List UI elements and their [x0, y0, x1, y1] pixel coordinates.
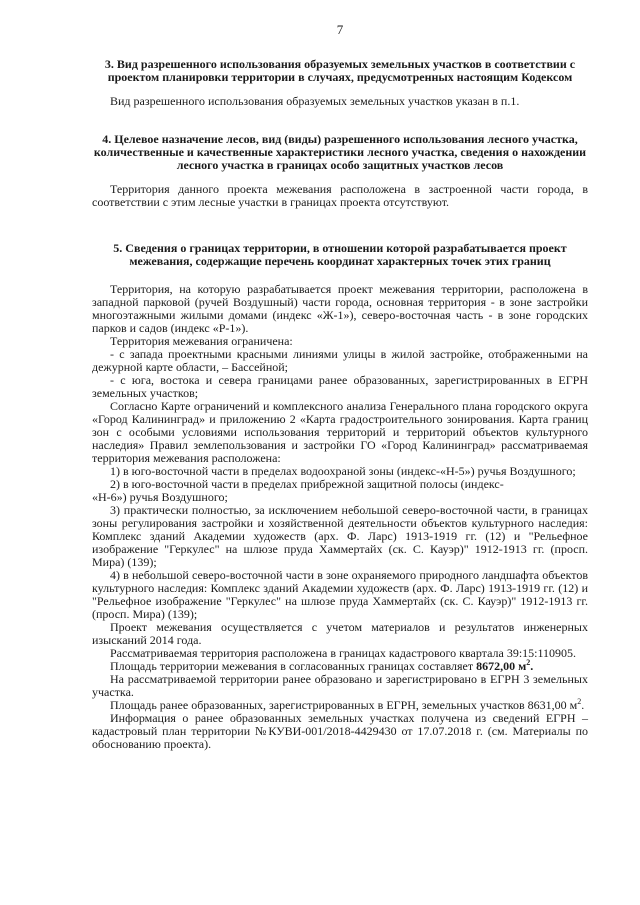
survey-area-value: 8672,00 $м^2$. [476, 658, 534, 673]
section-3 [92, 58, 588, 108]
list-item-coastal-strip-continued: «Н-6») ручья Воздушного; [92, 490, 228, 504]
survey-area-text: Площадь территории межевания в согласованных границах составляет [110, 659, 477, 673]
paragraph-territory-location: Территория, на которую разрабатывается проект межевания территории, расположена в западной парковой (ручей Воздушный) части города, основная территория - в зоне застройки многоэтажными жилыми домами (индекс «Ж-1»), северо-восточная часть - в зоне городских парков и садов (индекс «Р-1»). [92, 282, 588, 335]
section-4-heading: 4. Целевое назначение лесов, вид (виды) разрешенного использования лесного участка, количественные и качественные характеристики лесного участка, сведения о нахождении лесного участка в границах особо защитных участков лесов [93, 132, 587, 172]
paragraph-south-east-north-boundary: - с юга, востока и севера границами ранее образованных, зарегистрированных в ЕГРН земельных участков; [92, 373, 588, 400]
paragraph-territory-bounded: Территория межевания ограничена: [110, 334, 293, 348]
section-5 [92, 242, 588, 751]
list-item-regulation-zone: 3) практически полностью, за исключением небольшой северо-восточной части, в границах зоны регулирования застройки и хозяйственной деятельности объектов культурного наследия: Комплекс зданий Академии художеств (арх. Ф. Ларс) 1913-1919 гг. (12) и "Рельефное изображение "Геркулес" на шлюзе пруда Хаммертайх (ск. С. Кауэр)" 1912-1913 гг. (просп. Мира) (139); [92, 503, 588, 569]
list-item-protected-landscape: 4) в небольшой северо-восточной части в зоне охраняемого природного ландшафта объектов культурного наследия: Комплекс зданий Академии художеств (арх. Ф. Ларс) 1913-1919 гг. (12) и "Рельефное изображение "Геркулес" на шлюзе пруда Хаммертайх (ск. С. Кауэр)" 1912-1913 гг. (просп. Мира) (139); [92, 568, 588, 621]
paragraph-west-boundary: - с запада проектными красными линиями улицы в жилой застройке, отображенными на дежурной карте области, – Бассейной; [92, 347, 588, 374]
section-4-text: Территория данного проекта межевания расположена в застроенной части города, в соответствии с этим лесные участки в границах проекта отсутствуют. [92, 182, 588, 209]
page-number: 7 [336, 22, 344, 37]
section-5-heading: 5. Сведения о границах территории, в отношении которой разрабатывается проект межевания, содержащие перечень координат характерных точек этих границ [113, 241, 567, 268]
section-5-body [92, 283, 588, 751]
section-4 [92, 133, 588, 209]
paragraph-zoning-map: Согласно Карте ограничений и комплексного анализа Генерального плана городского округа «Город Калининград» и приложению 2 «Карта градостроительного зонирования. Карта границ зон с особыми условиями использования территорий и территорий объектов культурного наследия» Правил землепользования и застройки ГО «Город Калининград» рассматриваемая территория межевания расположена: [92, 399, 588, 465]
paragraph-egrn-source: Информация о ранее образованных земельных участках получена из сведений ЕГРН – кадастровый план территории №КУВИ-001/2018-4429430 от 17.07.2018 г. (см. Материалы по обоснованию проекта). [92, 711, 588, 751]
paragraph-cadastral-quarter: Рассматриваемая территория расположена в границах кадастрового квартала 39:15:110905. [110, 646, 577, 660]
paragraph-registered-plots: На рассматриваемой территории ранее образовано и зарегистрировано в ЕГРН 3 земельных участка. [92, 672, 588, 699]
registered-area-text: Площадь ранее образованных, зарегистрированных в ЕГРН, земельных участков 8631,00 м [110, 698, 578, 712]
list-item-coastal-strip: 2) в юго-восточной части в пределах прибрежной защитной полосы (индекс- [110, 477, 504, 491]
section-3-heading: 3. Вид разрешенного использования образуемых земельных участков в соответствии с проектом планировки территории в случаях, предусмотренных настоящим Кодексом [104, 57, 576, 84]
section-3-text: Вид разрешенного использования образуемых земельных участков указан в п.1. [110, 94, 520, 108]
paragraph-engineering-surveys: Проект межевания осуществляется с учетом материалов и результатов инженерных изысканий 2014 года. [92, 620, 588, 647]
list-item-water-protection-zone: 1) в юго-восточной части в пределах водоохраной зоны (индекс-«Н-5») ручья Воздушного; [110, 464, 576, 478]
paragraph-registered-area: Площадь ранее образованных, зарегистрированных в ЕГРН, земельных участков 8631,00 $м^2$. [110, 697, 585, 712]
